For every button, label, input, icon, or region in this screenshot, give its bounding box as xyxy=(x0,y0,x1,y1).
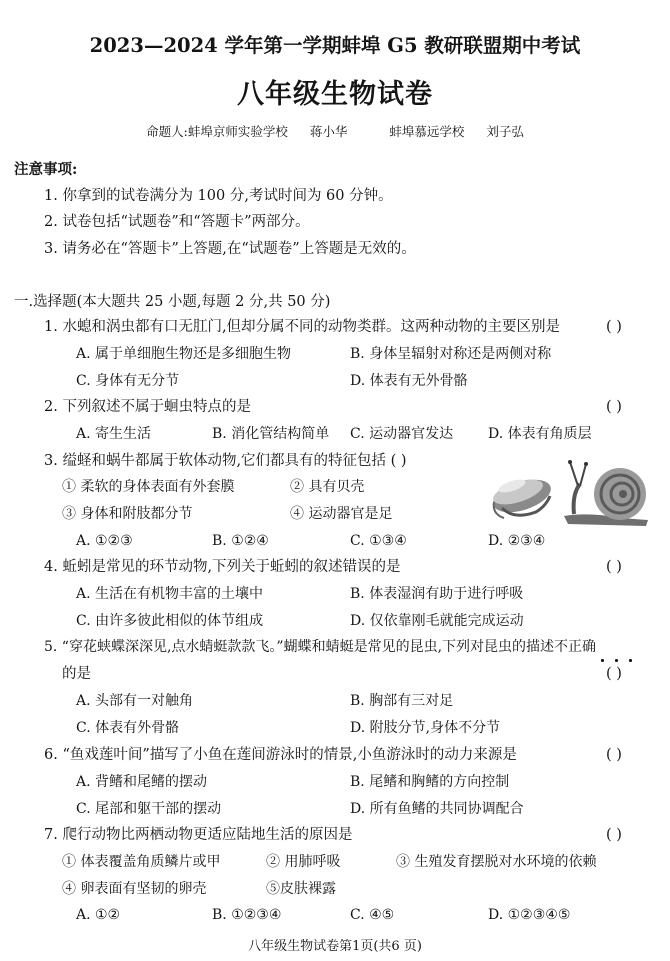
q6-option-d: D. 所有鱼鳍的共同协调配合 xyxy=(350,801,524,817)
q1-option-d: D. 体表有无外骨骼 xyxy=(350,373,468,389)
q6-option-c: C. 尾部和躯干部的摆动 xyxy=(76,801,222,817)
exam-title: 2023—2024 学年第一学期蚌埠 G5 教研联盟期中考试 xyxy=(89,34,581,57)
snail-illustration xyxy=(560,454,652,530)
q2-option-c: C. 运动器官发达 xyxy=(350,426,454,442)
emphasis-dot-1 xyxy=(601,659,604,662)
q3-option-a: A. ①②③ xyxy=(76,533,133,549)
author-school-1: 命题人:蚌埠京师实验学校 xyxy=(146,124,288,139)
q7-option-c: C. ④⑤ xyxy=(350,907,395,923)
author-name-1: 蒋小华 xyxy=(309,124,348,139)
question-6-stem: 6. “鱼戏莲叶间”描写了小鱼在莲间游泳时的情景,小鱼游泳时的动力来源是 xyxy=(44,747,517,763)
q7-option-d: D. ①②③④⑤ xyxy=(488,907,571,923)
notice-item-2: 2. 试卷包括“试题卷”和“答题卡”两部分。 xyxy=(44,214,310,230)
q6-option-a: A. 背鳍和尾鳍的摆动 xyxy=(76,774,208,790)
q1-option-c: C. 身体有无分节 xyxy=(76,373,180,389)
q3-item-2: ② 具有贝壳 xyxy=(290,479,365,495)
q5-option-c: C. 体表有外骨骼 xyxy=(76,720,180,736)
q4-option-d: D. 仅依靠刚毛就能完成运动 xyxy=(350,613,524,629)
q3-item-4: ④ 运动器官是足 xyxy=(290,506,393,522)
answer-paren-4: ( ) xyxy=(606,559,622,575)
q7-item-4: ④ 卵表面有坚韧的卵壳 xyxy=(62,881,207,897)
author-name-2: 刘子弘 xyxy=(486,124,524,139)
notice-item-1: 1. 你拿到的试卷满分为 100 分,考试时间为 60 分钟。 xyxy=(44,188,393,204)
q7-item-3: ③ 生殖发育摆脱对水环境的依赖 xyxy=(396,854,597,870)
q3-option-c: C. ①③④ xyxy=(350,533,407,549)
page-footer: 八年级生物试卷第1页(共6 页) xyxy=(248,939,422,954)
q6-option-b: B. 尾鳍和胸鳍的方向控制 xyxy=(350,774,510,790)
question-5-stem: 5. “穿花蛱蝶深深见,点水蜻蜓款款飞。”蝴蝶和蜻蜓是常见的昆虫,下列对昆虫的描述不正确 xyxy=(44,639,597,655)
answer-paren-5: ( ) xyxy=(606,666,622,682)
q4-option-c: C. 由许多彼此相似的体节组成 xyxy=(76,613,264,629)
emphasis-dot-3 xyxy=(629,659,632,662)
q1-option-b: B. 身体呈辐射对称还是两侧对称 xyxy=(350,346,552,362)
q3-item-1: ① 柔软的身体表面有外套膜 xyxy=(62,479,235,495)
question-4-stem: 4. 蚯蚓是常见的环节动物,下列关于蚯蚓的叙述错误的是 xyxy=(44,559,401,575)
q1-option-a: A. 属于单细胞生物还是多细胞生物 xyxy=(76,346,292,362)
question-1-stem: 1. 水螅和涡虫都有口无肛门,但却分属不同的动物类群。这两种动物的主要区别是 xyxy=(44,319,561,335)
question-3-stem: 3. 缢蛏和蜗牛都属于软体动物,它们都具有的特征包括 ( ) xyxy=(44,453,407,469)
q3-option-b: B. ①②④ xyxy=(212,533,269,549)
q7-item-1: ① 体表覆盖角质鳞片或甲 xyxy=(62,854,221,870)
q2-option-d: D. 体表有角质层 xyxy=(488,426,592,442)
section-title: 一.选择题(本大题共 25 小题,每题 2 分,共 50 分) xyxy=(14,294,331,310)
answer-paren-6: ( ) xyxy=(606,747,622,763)
emphasis-dot-2 xyxy=(615,659,618,662)
answer-paren-7: ( ) xyxy=(606,827,622,843)
q2-option-b: B. 消化管结构简单 xyxy=(212,426,330,442)
razor-clam-illustration xyxy=(484,462,556,528)
q5-option-a: A. 头部有一对触角 xyxy=(76,693,194,709)
q5-option-b: B. 胸部有三对足 xyxy=(350,693,454,709)
question-2-stem: 2. 下列叙述不属于蛔虫特点的是 xyxy=(44,399,251,415)
q7-item-2: ② 用肺呼吸 xyxy=(266,854,341,870)
question-7-stem: 7. 爬行动物比两栖动物更适应陆地生活的原因是 xyxy=(44,827,353,843)
answer-paren-2: ( ) xyxy=(606,399,622,415)
exam-subtitle: 八年级生物试卷 xyxy=(237,79,433,110)
notice-heading: 注意事项: xyxy=(14,161,78,178)
q2-option-a: A. 寄生生活 xyxy=(76,426,152,442)
answer-paren-1: ( ) xyxy=(606,319,622,335)
q3-item-3: ③ 身体和附肢都分节 xyxy=(62,506,193,522)
q3-option-d: D. ②③④ xyxy=(488,533,546,549)
q4-option-b: B. 体表湿润有助于进行呼吸 xyxy=(350,586,524,602)
q7-item-5: ⑤皮肤裸露 xyxy=(266,881,336,897)
question-5-stem-cont: 的是 xyxy=(62,666,91,682)
q7-option-b: B. ①②③④ xyxy=(212,907,282,923)
q5-option-d: D. 附肢分节,身体不分节 xyxy=(350,720,501,736)
q7-option-a: A. ①② xyxy=(76,907,121,923)
notice-item-3: 3. 请务必在“答题卡”上答题,在“试题卷”上答题是无效的。 xyxy=(44,241,416,257)
q4-option-a: A. 生活在有机物丰富的土壤中 xyxy=(76,586,264,602)
authors-line xyxy=(0,122,670,140)
author-school-2: 蚌埠慕远学校 xyxy=(389,124,465,139)
